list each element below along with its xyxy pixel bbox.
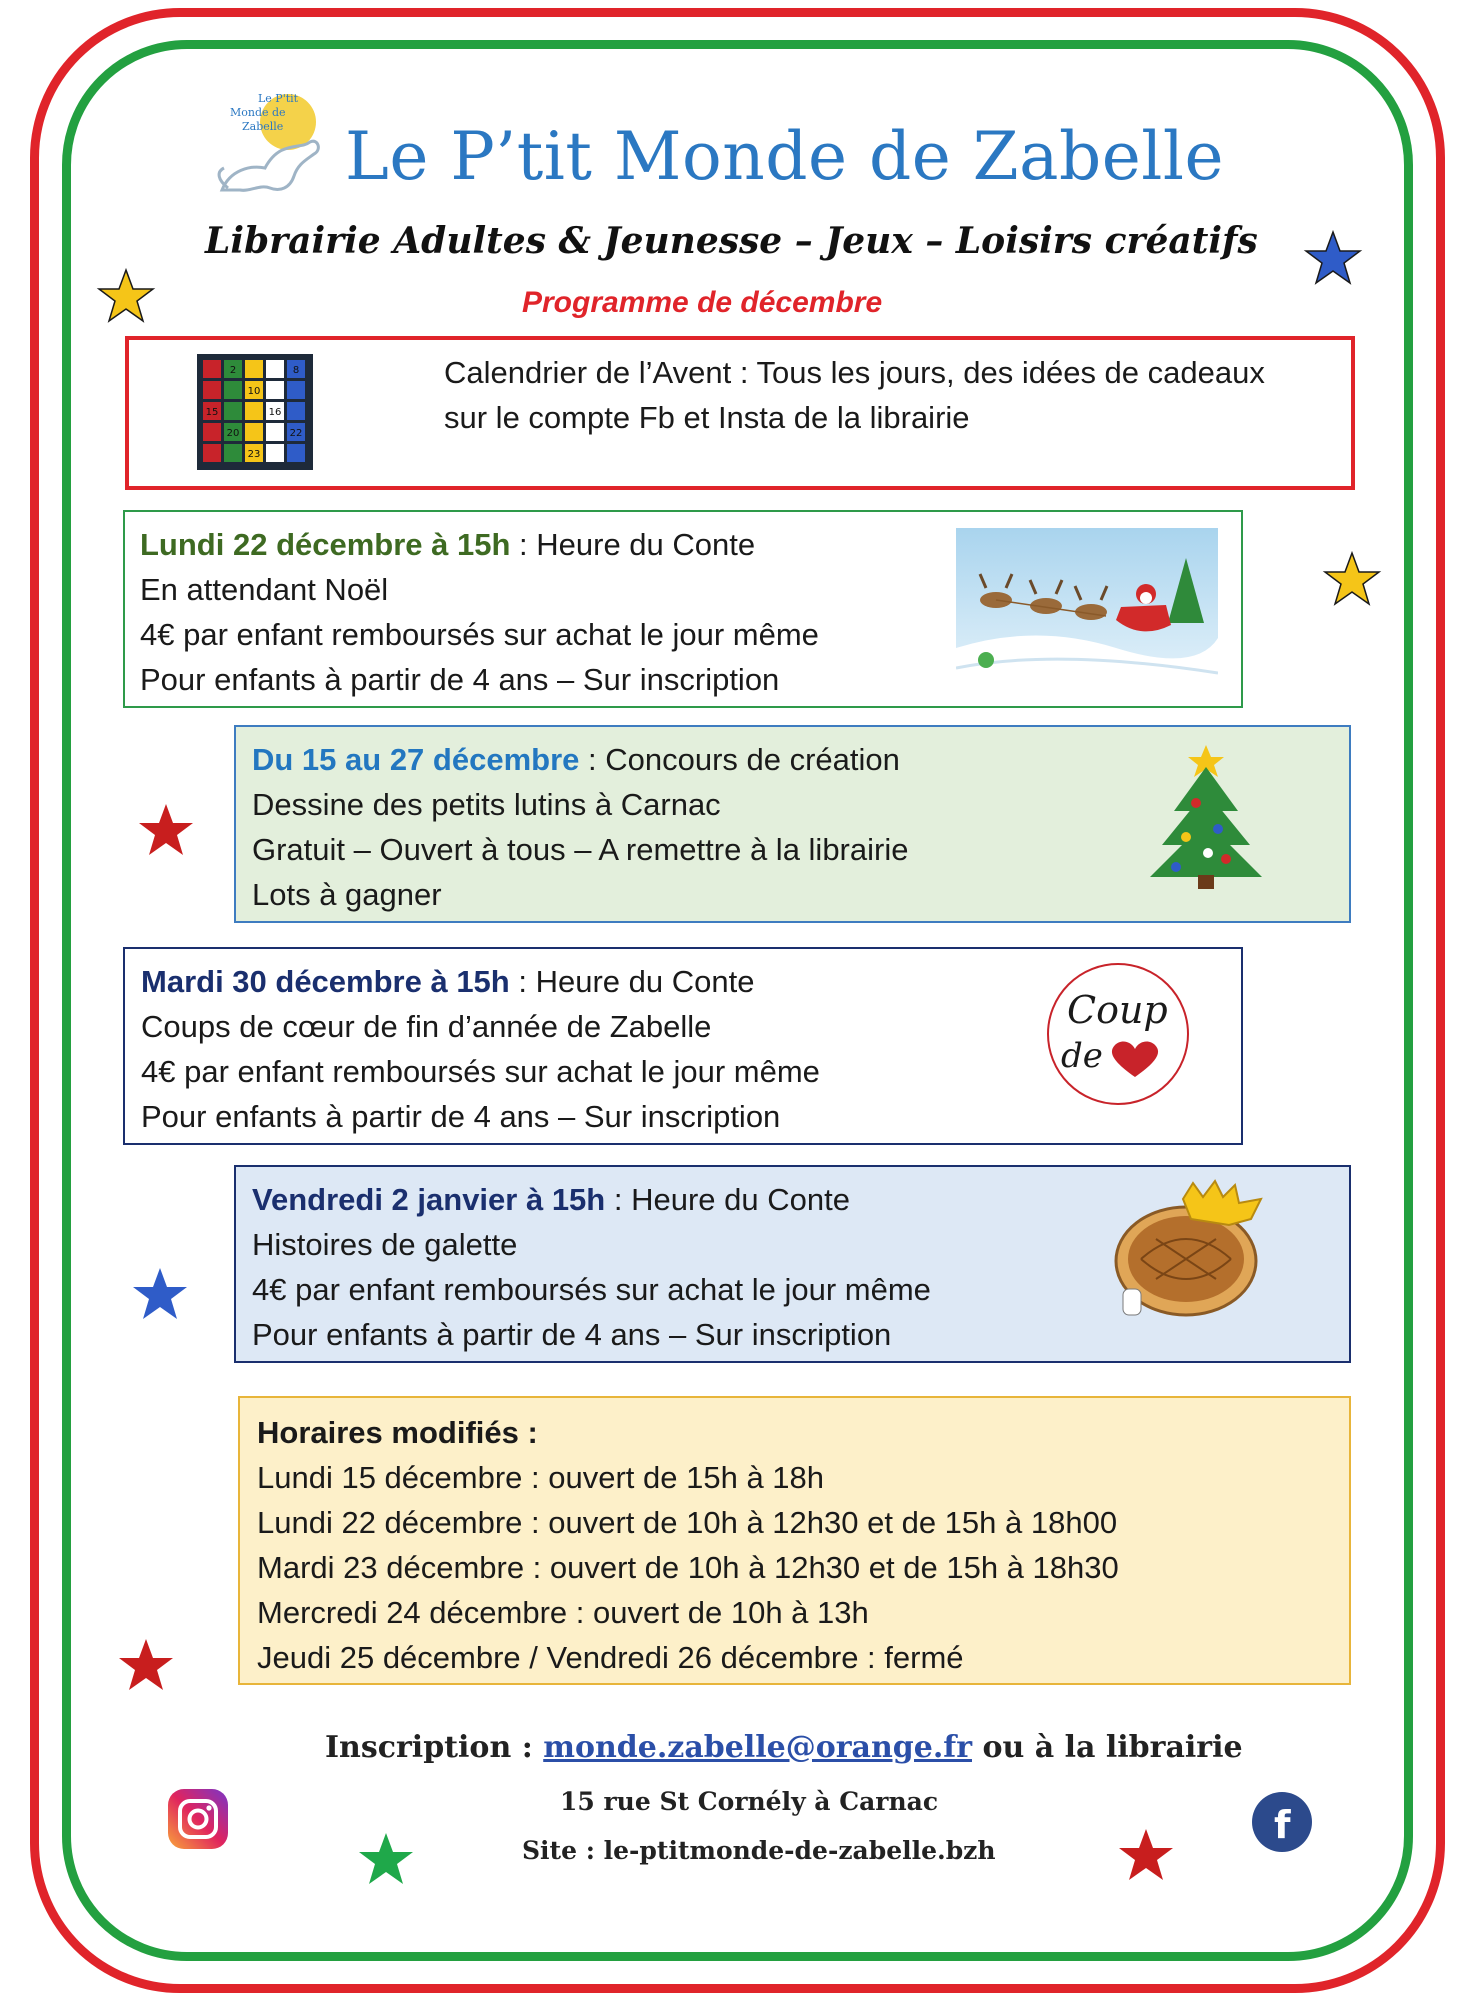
badge-word-de: de (1061, 1036, 1103, 1076)
calendar-cell (287, 444, 305, 462)
green-star-icon (356, 1830, 416, 1890)
facebook-icon[interactable] (1250, 1790, 1314, 1854)
advent-calendar-icon (197, 354, 313, 470)
modified-hours-box (238, 1396, 1351, 1685)
calendar-cell (266, 381, 284, 399)
advent-calendar-box (125, 336, 1355, 490)
event-story-hour-dec-30 (123, 947, 1243, 1145)
event-heading: Vendredi 2 janvier à 15h (252, 1182, 606, 1217)
calendar-cell (203, 381, 221, 399)
event-line: Pour enfants à partir de 4 ans – Sur inscription (140, 662, 780, 697)
calendar-number: 22 (289, 428, 303, 439)
event-line: 4€ par enfant remboursés sur achat le jour même (252, 1272, 931, 1307)
calendar-cell (203, 444, 221, 462)
santa-sleigh-illustration (956, 528, 1218, 696)
event-story-hour-jan-2 (234, 1165, 1351, 1363)
event-line: Coups de cœur de fin d’année de Zabelle (141, 1009, 712, 1044)
event-line: 4€ par enfant remboursés sur achat le jour même (141, 1054, 820, 1089)
red-star-icon (1116, 1826, 1176, 1886)
hours-line: Jeudi 25 décembre / Vendredi 26 décembre : fermé (257, 1640, 964, 1675)
calendar-cell (224, 381, 242, 399)
galette-illustration (1111, 1179, 1271, 1329)
event-line: Pour enfants à partir de 4 ans – Sur inscription (141, 1099, 781, 1134)
badge-word-coup: Coup (1067, 988, 1168, 1032)
event-heading-rest: : Heure du Conte (605, 1182, 850, 1217)
calendar-cell (287, 402, 305, 420)
subtitle: Librairie Adultes & Jeunesse – Jeux – Loisirs créatifs (205, 220, 1258, 262)
event-line: En attendant Noël (140, 572, 389, 607)
advent-line-1: Calendrier de l’Avent : Tous les jours, des idées de cadeaux (444, 355, 1265, 390)
event-line: Histoires de galette (252, 1227, 518, 1262)
calendar-number: 2 (229, 365, 237, 376)
event-line: Pour enfants à partir de 4 ans – Sur inscription (252, 1317, 892, 1352)
page-title: Le P’tit Monde de Zabelle (345, 118, 1225, 195)
calendar-cell (203, 423, 221, 441)
event-heading: Du 15 au 27 décembre (252, 742, 580, 777)
event-heading: Lundi 22 décembre à 15h (140, 527, 511, 562)
inscription-line (325, 1730, 1243, 1765)
svg-text:Le P'tit: Le P'tit (258, 92, 299, 105)
program-title: Programme de décembre (522, 286, 883, 319)
coup-de-coeur-badge (1045, 961, 1191, 1107)
christmas-tree-illustration (1146, 741, 1266, 891)
gold-star-icon (96, 267, 156, 327)
calendar-cell (266, 423, 284, 441)
blue-star-icon (1303, 229, 1363, 289)
event-line: Dessine des petits lutins à Carnac (252, 787, 721, 822)
blue-star-icon (130, 1265, 190, 1325)
calendar-number: 16 (268, 407, 282, 418)
instagram-icon[interactable] (166, 1787, 230, 1851)
hours-line: Mercredi 24 décembre : ouvert de 10h à 13h (257, 1595, 869, 1630)
red-star-icon (116, 1636, 176, 1696)
red-star-icon (136, 801, 196, 861)
calendar-number: 8 (292, 365, 300, 376)
inscription-rest: ou à la librairie (972, 1730, 1243, 1765)
email-link[interactable]: monde.zabelle@orange.fr (543, 1730, 972, 1765)
calendar-number: 15 (205, 407, 219, 418)
event-heading-rest: : Heure du Conte (510, 527, 756, 562)
calendar-cell (245, 402, 263, 420)
advent-line-2: sur le compte Fb et Insta de la librairie (444, 400, 970, 435)
calendar-number: 23 (247, 449, 261, 460)
calendar-number: 20 (226, 428, 240, 439)
calendar-cell (203, 360, 221, 378)
logo (210, 80, 330, 200)
calendar-cell (245, 423, 263, 441)
event-line: Lots à gagner (252, 877, 442, 912)
event-line: Gratuit – Ouvert à tous – A remettre à la librairie (252, 832, 909, 867)
event-line: 4€ par enfant remboursés sur achat le jour même (140, 617, 819, 652)
calendar-cell (287, 381, 305, 399)
hours-line: Lundi 22 décembre : ouvert de 10h à 12h30 et de 15h à 18h00 (257, 1505, 1118, 1540)
calendar-cell (224, 444, 242, 462)
hours-heading: Horaires modifiés : (257, 1415, 538, 1450)
calendar-cell (266, 360, 284, 378)
gold-star-icon (1322, 550, 1382, 610)
event-story-hour-dec-22 (123, 510, 1243, 708)
event-heading-rest: : Concours de création (579, 742, 900, 777)
facebook-letter: f (1274, 1803, 1291, 1847)
hours-line: Lundi 15 décembre : ouvert de 15h à 18h (257, 1460, 825, 1495)
calendar-number: 10 (247, 386, 261, 397)
event-drawing-contest (234, 725, 1351, 923)
calendar-cell (245, 360, 263, 378)
calendar-cell (224, 402, 242, 420)
svg-text:Zabelle: Zabelle (242, 120, 284, 133)
address: 15 rue St Cornély à Carnac (560, 1787, 939, 1816)
inscription-label: Inscription : (325, 1730, 544, 1765)
event-heading-rest: : Heure du Conte (509, 964, 755, 999)
hours-line: Mardi 23 décembre : ouvert de 10h à 12h30 et de 15h à 18h30 (257, 1550, 1119, 1585)
calendar-cell (266, 444, 284, 462)
website: Site : le-ptitmonde-de-zabelle.bzh (522, 1836, 996, 1865)
event-heading: Mardi 30 décembre à 15h (141, 964, 510, 999)
svg-text:Monde de: Monde de (230, 106, 286, 119)
